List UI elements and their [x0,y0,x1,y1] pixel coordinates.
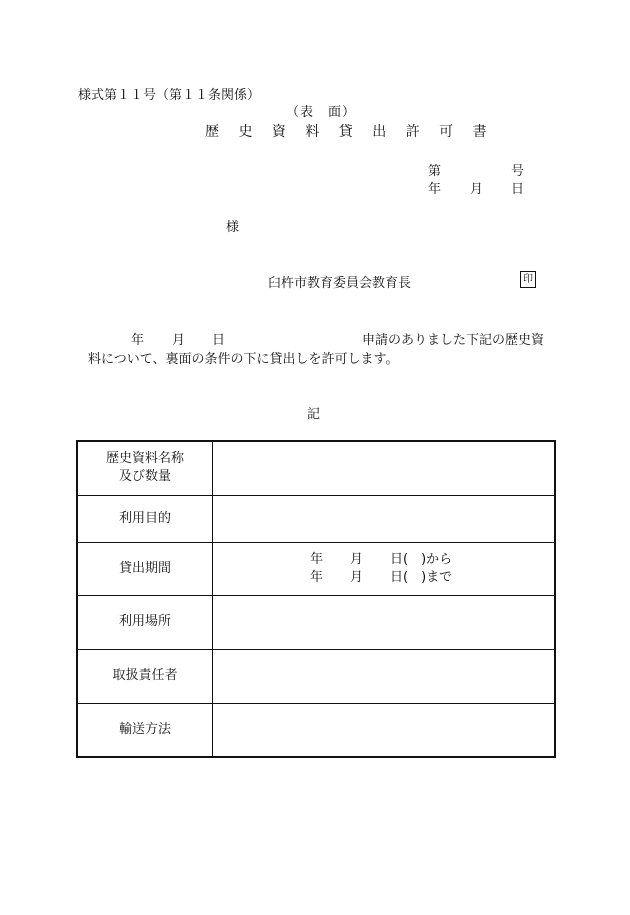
detail-table [76,440,556,758]
ki-heading: 記 [307,407,321,422]
value-purpose[interactable] [213,495,556,542]
label-period: 貸出期間 [77,542,213,595]
value-responsible[interactable] [213,649,556,703]
issue-date-day: 日 [511,182,525,197]
table-row-location [77,595,555,649]
document-number-suffix: 号 [511,164,525,179]
period-to-month: 月 [350,569,364,585]
table-row-period [77,542,555,595]
document-title: 歴 史 資 料 貸 出 許 可 書 [205,124,495,140]
application-month: 月 [172,333,186,348]
value-period[interactable] [213,542,556,595]
period-from [213,551,554,569]
label-location: 利用場所 [77,595,213,649]
form-number: 様式第１１号（第１１条関係） [78,88,261,103]
label-transport: 輸送方法 [77,703,213,757]
label-responsible: 取扱責任者 [77,649,213,703]
body-text-line1: 申請のありました下記の歴史資 [362,333,545,348]
value-location[interactable] [213,595,556,649]
period-to-day: 日( )まで [390,569,453,585]
seal-mark: 印 [520,271,536,288]
issuer-name: 臼杵市教育委員会教育長 [268,276,412,291]
table-row-materials [77,441,555,495]
label-materials-line2: 及び数量 [118,469,171,485]
issue-date-month: 月 [470,182,484,197]
side-label: （表 面） [286,105,357,120]
application-day: 日 [212,333,226,348]
label-materials [77,441,213,495]
value-transport[interactable] [213,703,556,757]
document-number-prefix: 第 [428,164,442,179]
label-purpose: 利用目的 [77,495,213,542]
application-year: 年 [131,333,145,348]
label-materials-line1: 歴史資料名称 [105,451,184,467]
value-materials[interactable] [213,441,556,495]
period-from-day: 日( )から [390,551,453,567]
table-row-purpose [77,495,555,542]
table-row-transport [77,703,555,757]
recipient-honorific: 様 [226,220,240,235]
period-from-month: 月 [350,551,364,567]
table-row-responsible [77,649,555,703]
period-to-year: 年 [310,569,324,585]
body-text-line2: 料について、裏面の条件の下に貸出しを許可します。 [88,352,399,367]
period-from-year: 年 [310,551,324,567]
period-to [213,569,554,587]
issue-date-year: 年 [428,182,442,197]
